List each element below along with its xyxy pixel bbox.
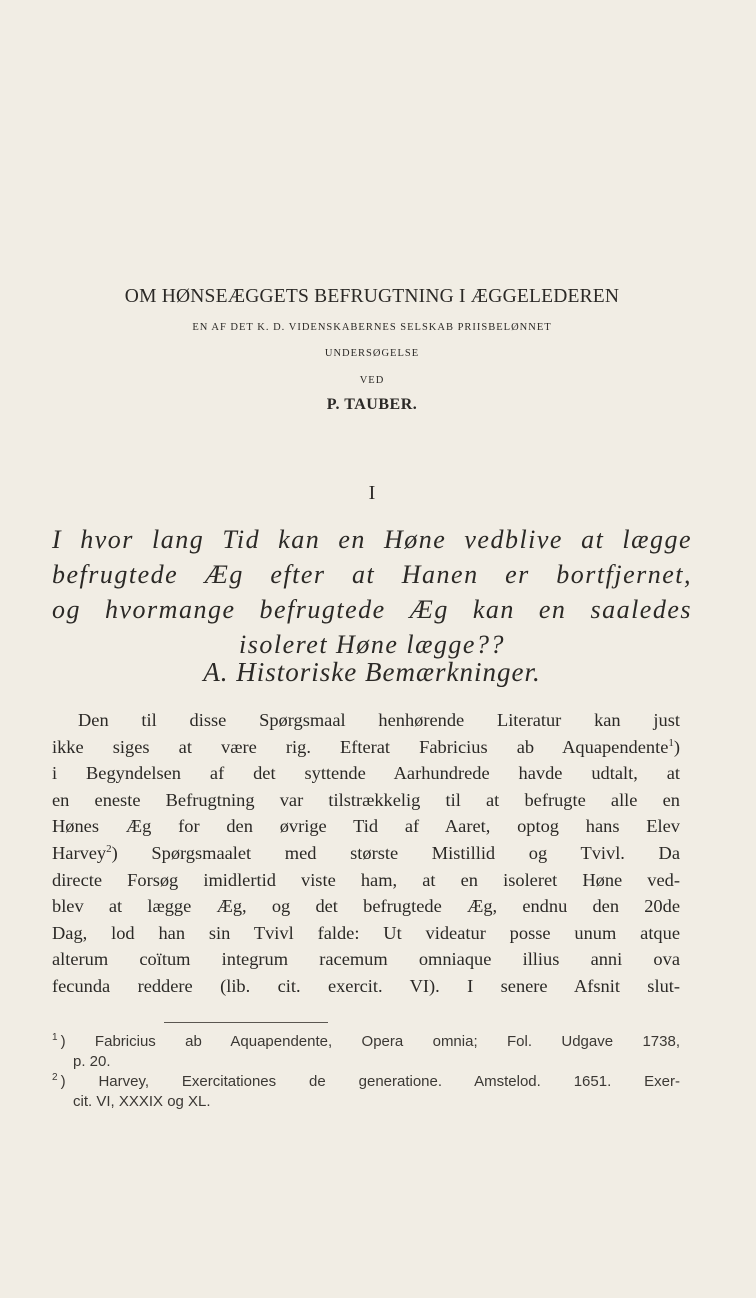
footnote-ref-2[interactable]: 2 xyxy=(106,842,112,855)
body-line-1: Den til disse Spørgsmaal henhørende Literatur kan just xyxy=(78,710,680,730)
subtitle-line-1: EN AF DET K. D. VIDENSKABERNES SELSKAB PRIISBELØNNET xyxy=(192,322,552,333)
footnote-ref-1[interactable]: 1 xyxy=(668,736,674,749)
footnote-2-mark: 2 xyxy=(52,1072,58,1083)
footnote-1-mark: 1 xyxy=(52,1032,58,1043)
body-line-2-text: ikke siges at være rig. Efterat Fabricius ab Aquapendente xyxy=(52,736,669,757)
body-line-6-start: Harvey xyxy=(52,842,107,863)
body-line-3: i Begyndelsen af det syttende Aarhundrede havde udtalt, at xyxy=(52,763,680,784)
footnote-2-text: ) Harvey, Exercitationes de generatione. Amstelod. 1651. Exer- xyxy=(60,1073,680,1090)
subtitle-line-3: VED xyxy=(359,375,385,386)
body-line-2 xyxy=(52,734,680,761)
body-line-9: Dag, lod han sin Tvivl falde: Ut videatur posse unum atque xyxy=(52,922,680,943)
body-line-10: alterum coïtum integrum racemum omniaque illius anni ova xyxy=(52,949,680,970)
body-line-7: directe Forsøg imidlertid viste ham, at en isoleret Høne ved- xyxy=(52,869,680,890)
body-line-6-rest: ) Spørgsmaalet med største Mistillid og Tvivl. Da xyxy=(111,842,680,863)
body-line-11: fecunda reddere (lib. cit. exercit. VI). I senere Afsnit slut- xyxy=(52,975,680,996)
footnote-divider xyxy=(164,1022,328,1023)
footnote-1-continuation: p. 20. xyxy=(73,1053,111,1070)
author-name: P. TAUBER. xyxy=(326,396,418,413)
footnote-1 xyxy=(52,1032,680,1052)
book-page xyxy=(52,0,692,1298)
footnote-2-continuation: cit. VI, XXXIX og XL. xyxy=(73,1093,211,1110)
body-line-6 xyxy=(52,840,680,867)
body-line-8: blev at lægge Æg, og det befrugtede Æg, endnu den 20de xyxy=(52,896,680,917)
question-heading xyxy=(52,522,692,662)
body-line-4: en eneste Befrugtning var tilstrækkelig til at befrugte alle en xyxy=(52,789,680,810)
body-line-5: Hønes Æg for den øvrige Tid af Aaret, optog hans Elev xyxy=(52,816,680,837)
body-line-2-end: ) xyxy=(673,736,680,757)
subtitle-line-2: UNDERSØGELSE xyxy=(324,348,420,359)
footnotes xyxy=(52,1032,680,1112)
footnote-2 xyxy=(52,1072,680,1092)
article-title: OM HØNSEÆGGETS BEFRUGTNING I ÆGGELEDEREN xyxy=(124,286,620,307)
section-heading: A. Historiske Bemærkninger. xyxy=(203,657,541,687)
body-paragraph xyxy=(52,707,680,1000)
question-line-4: isoleret Høne lægge?? xyxy=(239,630,505,659)
question-line-3: og hvormange befrugtede Æg kan en saaledes xyxy=(52,595,692,624)
question-line-2: befrugtede Æg efter at Hanen er bortfjernet, xyxy=(52,560,692,589)
chapter-number: I xyxy=(368,482,376,504)
footnote-1-text: ) Fabricius ab Aquapendente, Opera omnia; Fol. Udgave 1738, xyxy=(60,1033,680,1050)
question-line-1: I hvor lang Tid kan en Høne vedblive at lægge xyxy=(52,525,692,554)
